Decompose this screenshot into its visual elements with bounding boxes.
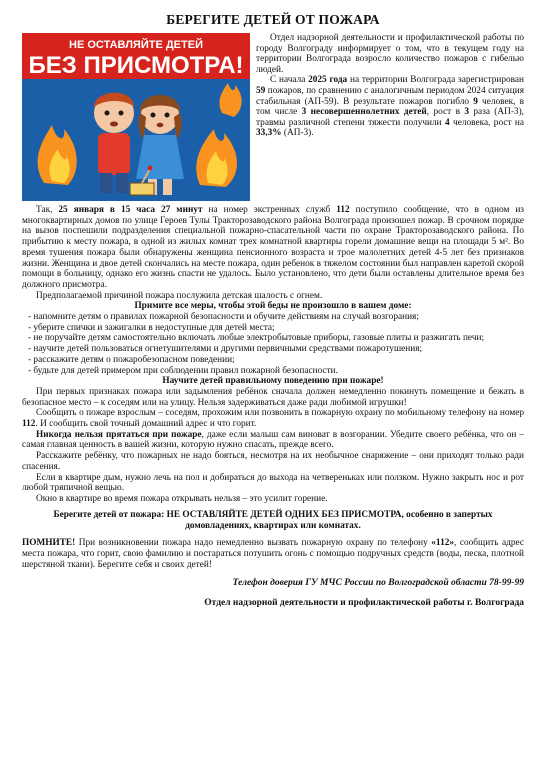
behavior-paragraph-6: Окно в квартире во время пожара открывать нельзя – это усилит горение. (36, 493, 328, 504)
intro-paragraph-2: С начала 2025 года на территории Волгограда зарегистрирован 59 пожаров, по сравнению с аналогичным периодом 2024 ситуация стабильная (АП-59). В результате пожаров погибло 9 человек, в том числе 3 несовершеннолетних детей, рост в 3 раза (АП-3), травмы различной степени тяжести получили 4 человека, рост на 33,3% (АП-3). (256, 75, 525, 139)
signature-text: Отдел надзорной деятельности и профилактической работы г. Волгограда (204, 597, 524, 608)
main-text (22, 205, 524, 505)
list-item: - будьте для детей примером при соблюдении правил пожарной безопасности. (28, 365, 338, 376)
poster-line-2: БЕЗ ПРИСМОТРА! (28, 52, 244, 79)
behavior-paragraph-5: Если в квартире дым, нужно лечь на пол и добираться до выхода на четвереньках или ползком. Нужно закрыть нос и рот любой тряпичной вещью. (22, 472, 524, 494)
page-title: БЕРЕГИТЕ ДЕТЕЙ ОТ ПОЖАРА (166, 12, 380, 27)
measures-list (22, 312, 524, 376)
poster-line-1: НЕ ОСТАВЛЯЙТЕ ДЕТЕЙ (69, 39, 203, 51)
list-item: - научите детей пользоваться огнетушителями и другими первичными средствами пожаротушения; (28, 344, 423, 355)
hotline-text: Телефон доверия ГУ МЧС России по Волгоградской области 78-99-99 (232, 577, 524, 588)
intro-paragraph-1: Отдел надзорной деятельности и профилактической работы по городу Волгограду информирует о том, что в текущем году на территории Волгограда возросло количество пожаров с гибелью людей. (256, 33, 524, 75)
cause-paragraph: Предполагаемой причиной пожара послужила детская шалость с огнем. (36, 290, 323, 301)
behavior-heading: Научите детей правильному поведению при пожаре! (162, 376, 384, 387)
remember-paragraph: ПОМНИТЕ! При возникновении пожара надо немедленно вызвать пожарную охрану по телефону «112», сообщить адрес места пожара, что горит, свою фамилию и постараться потушить огонь с помощью подручных средств (воды, песка, плотной шерстяной ткани). Берегите себя и своих детей! (22, 537, 525, 570)
list-item: - не поручайте детям самостоятельно включать любые электробытовые приборы, газовые плиты и разжигать печи; (28, 333, 485, 344)
top-section (22, 33, 524, 201)
behavior-paragraph-1: При первых признаках пожара или задымления ребёнок сначала должен немедленно покинуть помещение и бежать в безопасное место – к соседям или на улицу. Нельзя задерживаться даже ради любимой игрушки! (22, 386, 524, 408)
incident-paragraph: Так, 25 января в 15 часа 27 минут на номер экстренных служб 112 поступило сообщение, что в одном из многоквартирных домов по улице Героев Тулы Тракторозаводского района Волгограда произошел пожар. В срочном порядке на вызов поспешили подразделения специальной пожарно-спасательной части по охране Тракторозаводского района. По прибытию к месту пожара, в одной из жилых комнат трех комнатной квартиры горели домашние вещи на площади 5 м². Во время тушения пожара были обнаружены женщина пенсионного возраста и трое малолетних детей 4-5 лет без признаков жизни. Женщина и двое детей скончались на месте пожара, один ребенок в тяжелом состоянии был направлен каретой скорой помощи в больницу, однако его жизнь спасти не удалось. Было установлено, что дети были оставлены длительное время без должного присмотра. (22, 205, 524, 290)
behavior-paragraph-3: Никогда нельзя прятаться при пожаре, даже если малыш сам виноват в возгорании. Убедите своего ребёнка, что он – самая главная ценность в вашей жизни, которую нужно спасать, прежде всего. (22, 429, 524, 451)
closing-section (22, 510, 524, 609)
warning-poster (22, 33, 250, 201)
list-item: - напомните детям о правилах пожарной безопасности и обучите действиям на случай возгорания; (28, 312, 419, 323)
list-item: - уберите спички и зажигалки в недоступные для детей места; (28, 322, 275, 333)
appeal-paragraph: Берегите детей от пожара: НЕ ОСТАВЛЯЙТЕ ДЕТЕЙ ОДНИХ БЕЗ ПРИСМОТРА, особенно в запертых домовладениях, квартирах или комнатах. (53, 509, 493, 531)
behavior-paragraph-4: Расскажите ребёнку, что пожарных не надо бояться, несмотря на их необычное снаряжение – они приходят только ради спасения. (22, 451, 524, 472)
behavior-paragraph-2: Сообщить о пожаре взрослым – соседям, прохожим или позвонить в пожарную охрану по мобильному телефону на номер 112. И сообщить свой точный домашний адрес и что горит. (22, 408, 524, 430)
intro-text (256, 33, 524, 201)
list-item: - расскажите детям о пожаробезопасном поведении; (28, 354, 235, 365)
measures-heading: Примите все меры, чтобы этой беды не произошло в вашем доме: (134, 301, 412, 312)
